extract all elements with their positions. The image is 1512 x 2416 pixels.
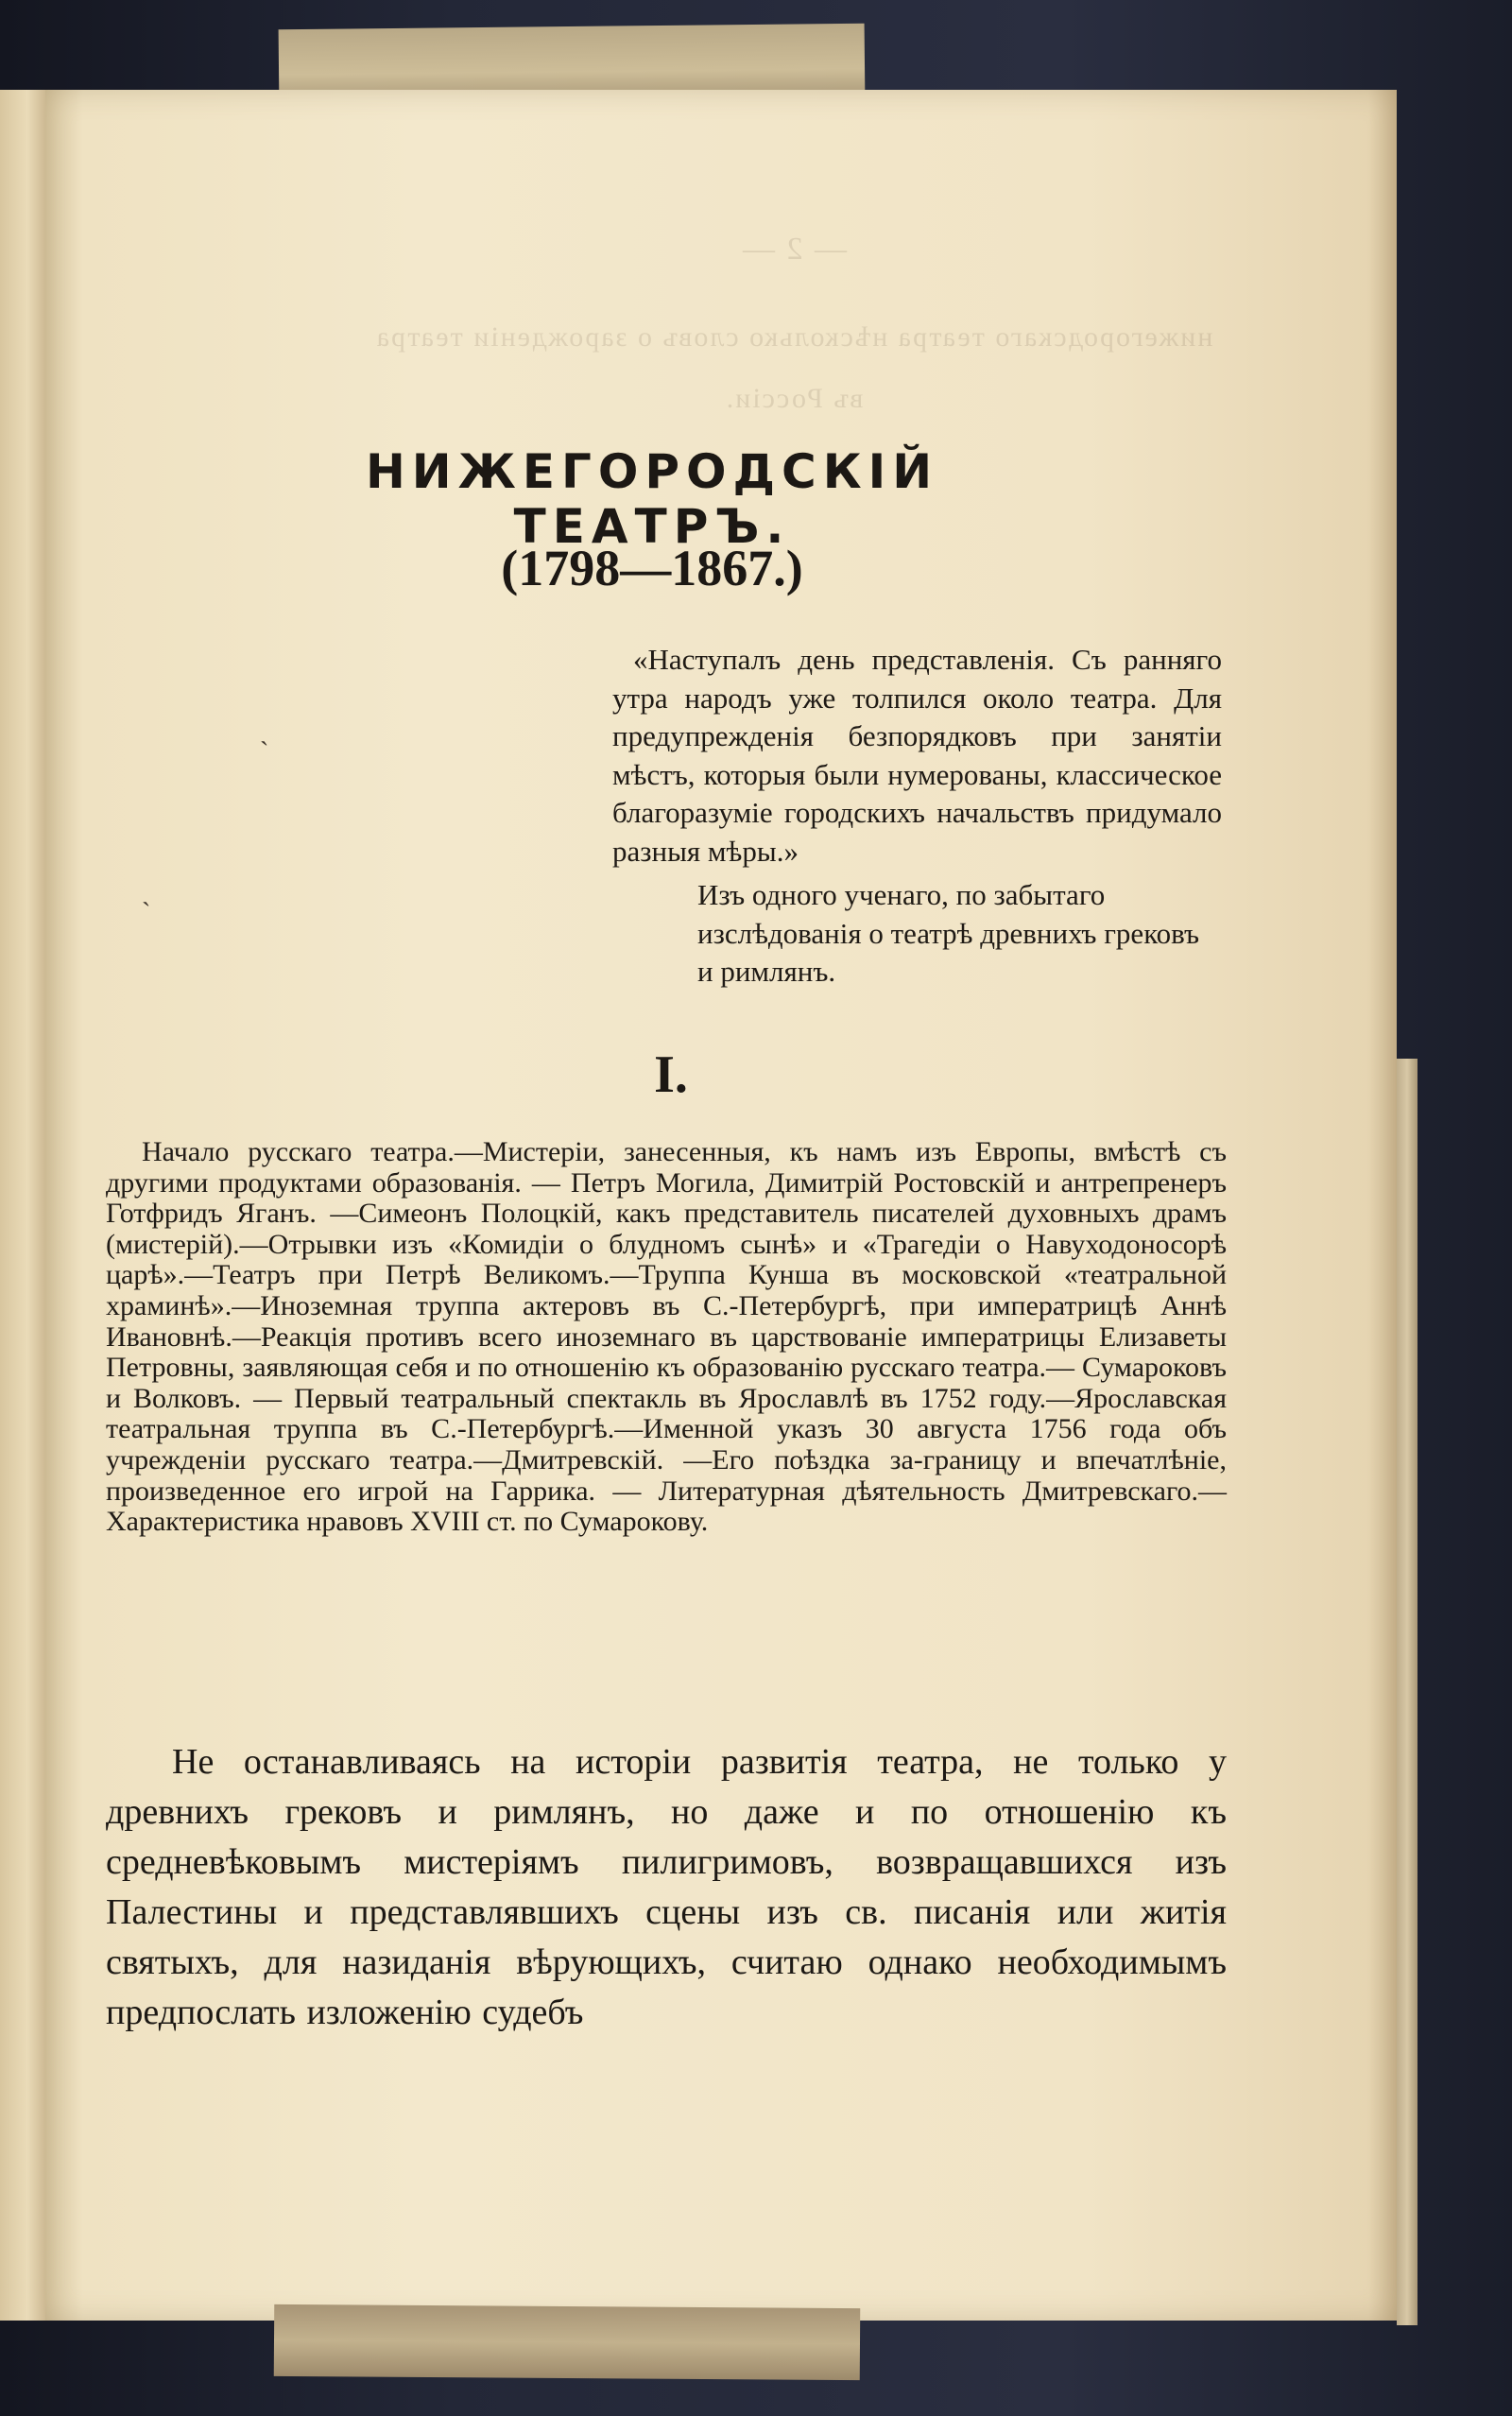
epigraph-quote: «Наступалъ день представленія. Съ ранняго утра народъ уже толпился около театра. Для предупрежденія безпорядковъ при занятіи мѣстъ, которыя были нумерованы, классическое благоразуміе городскихъ начальствъ придумало разныя мѣры.»	[612, 643, 1222, 868]
page-title: НИЖЕГОРОДСКІЙ ТЕАТРЪ.	[365, 444, 939, 554]
epigraph-attribution: Изъ одного ученаго, по забытаго изслѣдованія о театрѣ древнихъ грековъ и римлянъ.	[697, 878, 1200, 988]
epigraph	[612, 641, 1222, 992]
chapter-number: I.	[654, 1045, 688, 1104]
page-stack-edge	[1397, 1059, 1418, 2325]
title-years: (1798—1867.)	[501, 540, 803, 596]
body-paragraph: Не останавливаясь на исторіи развитія театра, не только у древнихъ грековъ и римлянъ, но даже и по отношенію къ средневѣковымъ мистеріямъ пилигримовъ, возвращавшихся изъ Палестины и представлявшихъ сцены изъ св. писанія или житія святыхъ, для назиданія вѣрующихъ, считаю однако необходимымъ предпослать изложенію судебъ	[106, 1742, 1227, 2032]
ink-speck: ˋ	[142, 898, 151, 927]
binding-tape-bottom	[274, 2304, 861, 2380]
bleed-line-2: въ Россіи.	[724, 383, 864, 414]
chapter-summary: Начало русскаго театра.—Мистеріи, занесенныя, къ намъ изъ Европы, вмѣстѣ съ другими продуктами образованія. — Петръ Могила, Димитрій Ростовскій и антрепренеръ Готфридъ Яганъ. —Симеонъ Полоцкій, какъ представитель писателей духовныхъ драмъ (мистерій).—Отрывки изъ «Комидіи о блудномъ сынѣ» и «Трагедіи о Навуходоносорѣ царѣ».—Театръ при Петрѣ Великомъ.—Труппа Кунша въ московской «театральной храминѣ».—Иноземная труппа актеровъ въ С.-Петербургѣ, при императрицѣ Аннѣ Ивановнѣ.—Реакція противъ всего иноземнаго въ царствованіе императрицы Елизаветы Петровны, заявляющая себя и по отношенію къ образованію русскаго театра.— Сумароковъ и Волковъ. — Первый театральный спектакль въ Ярославлѣ въ 1752 году.—Ярославская театральная труппа въ С.-Петербургѣ.—Именной указъ 30 августа 1756 года объ учрежденіи русскаго театра.—Дмитревскій. —Его поѣздка за-границу и впечатлѣніе, произведенное его игрой на Гаррика. — Литературная дѣятельность Дмитревскаго.—Характеристика нравовъ XVIII ст. по Сумарокову.	[106, 1136, 1227, 1538]
bleed-page-number: — 2 —	[741, 232, 847, 267]
previous-page-edge	[0, 90, 45, 2321]
ink-speck: ˋ	[260, 737, 269, 767]
bleed-line-1: нижегородскаго театра нѣсколько словъ о зарожденіи театра	[374, 321, 1213, 353]
